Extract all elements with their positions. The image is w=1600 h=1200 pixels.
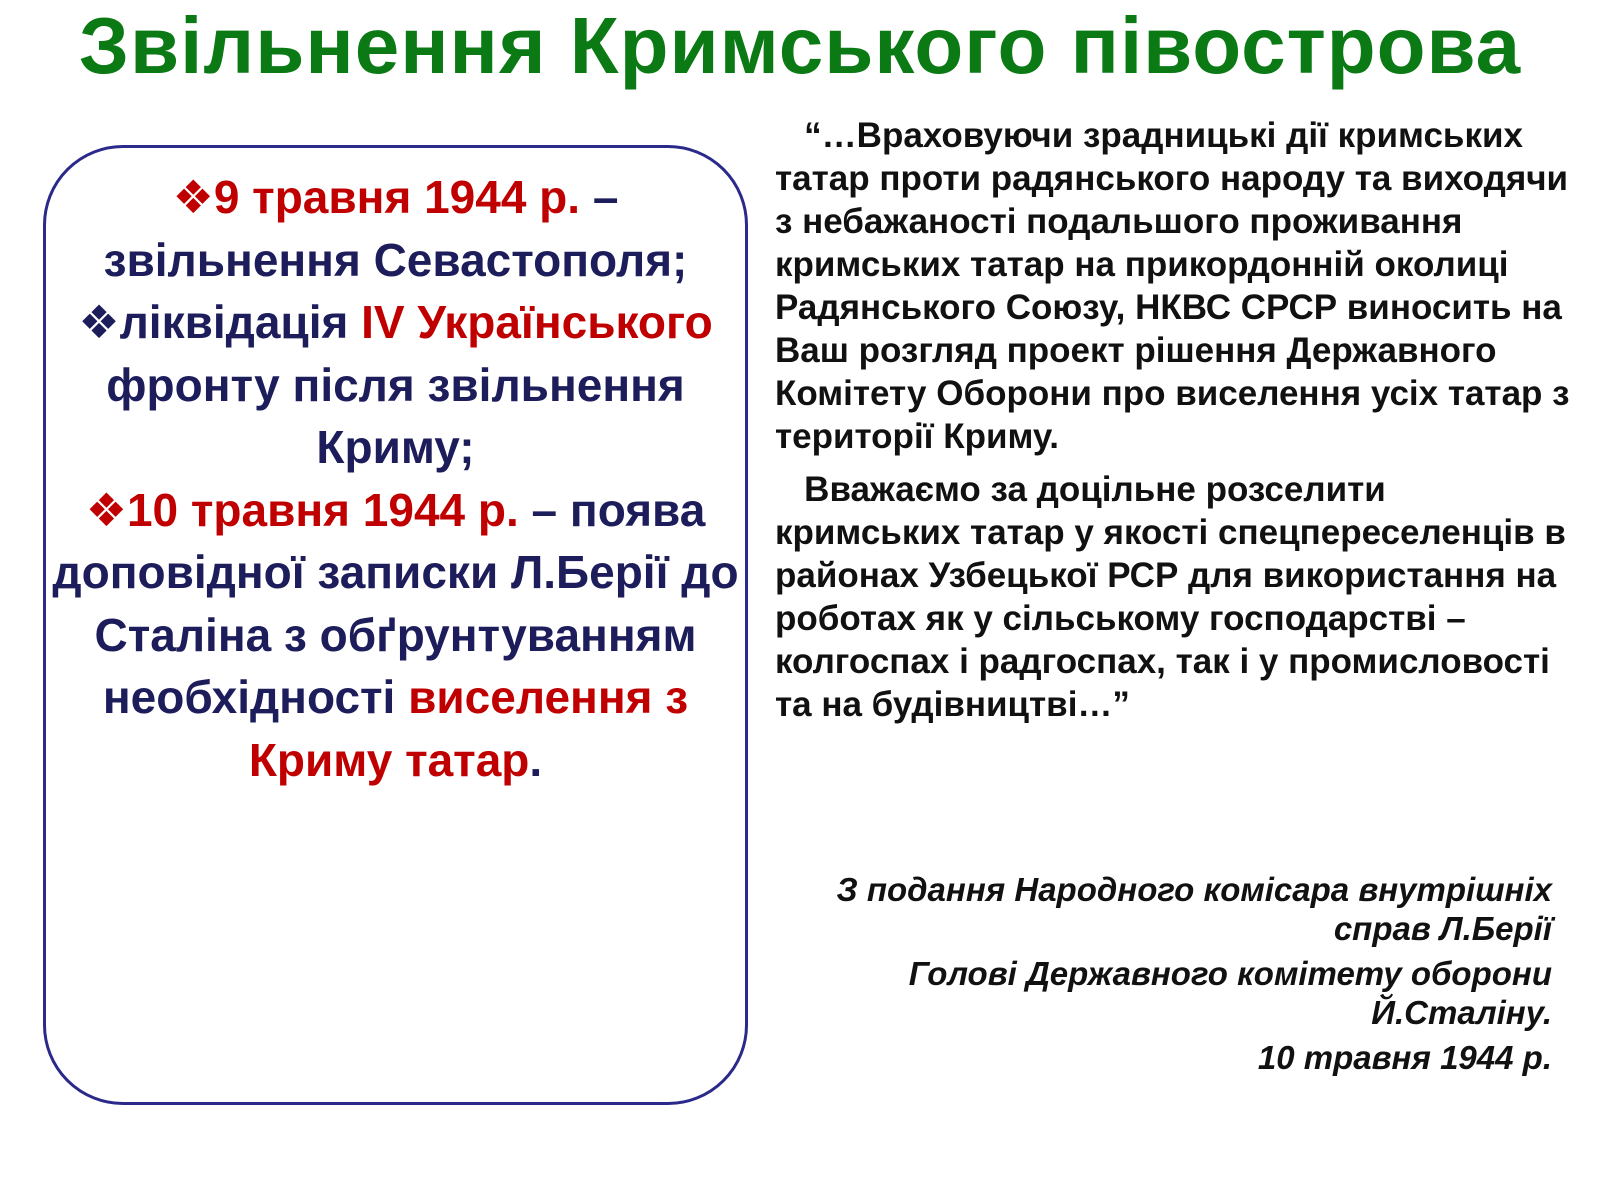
bullet-icon: ❖: [85, 483, 127, 536]
event-text: – звільнення Севастополя;: [103, 171, 688, 286]
event-item: [46, 479, 745, 792]
event-text: .: [529, 733, 543, 786]
event-date: 10 травня 1944 р.: [126, 483, 519, 536]
event-text: – поява доповідної записки Л.Берії до Сталіна з обґрунтуванням необхідності: [52, 483, 739, 723]
event-text: ліквідація: [119, 296, 362, 348]
quote-paragraph: “…Враховуючи зрадницькі дії кримських татар проти радянського народу та виходячи з небажаності подальшого проживання кримських татар на прикордонній околиці Радянського Союзу, НКВС СРСР виносить на Ваш розгляд проект рішення Державного Комітету Оборони про виселення усіх татар з території Криму.: [775, 116, 1570, 456]
event-highlight: виселення з Криму татар: [248, 671, 689, 786]
bullet-icon: ❖: [78, 296, 120, 348]
page-title: Звільнення Кримського півострова: [78, 1, 1522, 90]
attribution-line: Голові Державного комітету оборони Й.Сталіну.: [908, 955, 1552, 1031]
attribution-date: 10 травня 1944 р.: [1257, 1039, 1552, 1076]
attribution-line: З подання Народного комісара внутрішніх справ Л.Берії: [836, 871, 1552, 947]
quote-block: [775, 114, 1575, 726]
attribution: [792, 870, 1552, 1083]
quote-paragraph: Вважаємо за доцільне розселити кримських татар у якості спецпереселенців в районах Узбецької РСР для використання на роботах як у сільському господарстві – колгоспах і радгоспах, так і у промисловості та на будівництві…”: [775, 470, 1566, 724]
event-highlight: IV Українського: [361, 296, 713, 348]
events-box: [43, 145, 748, 1105]
event-item: [46, 166, 745, 291]
event-text: фронту після звільнення Криму;: [106, 358, 685, 473]
bullet-icon: ❖: [172, 171, 214, 223]
event-item: [46, 291, 745, 479]
event-date: 9 травня 1944 р.: [213, 171, 581, 223]
